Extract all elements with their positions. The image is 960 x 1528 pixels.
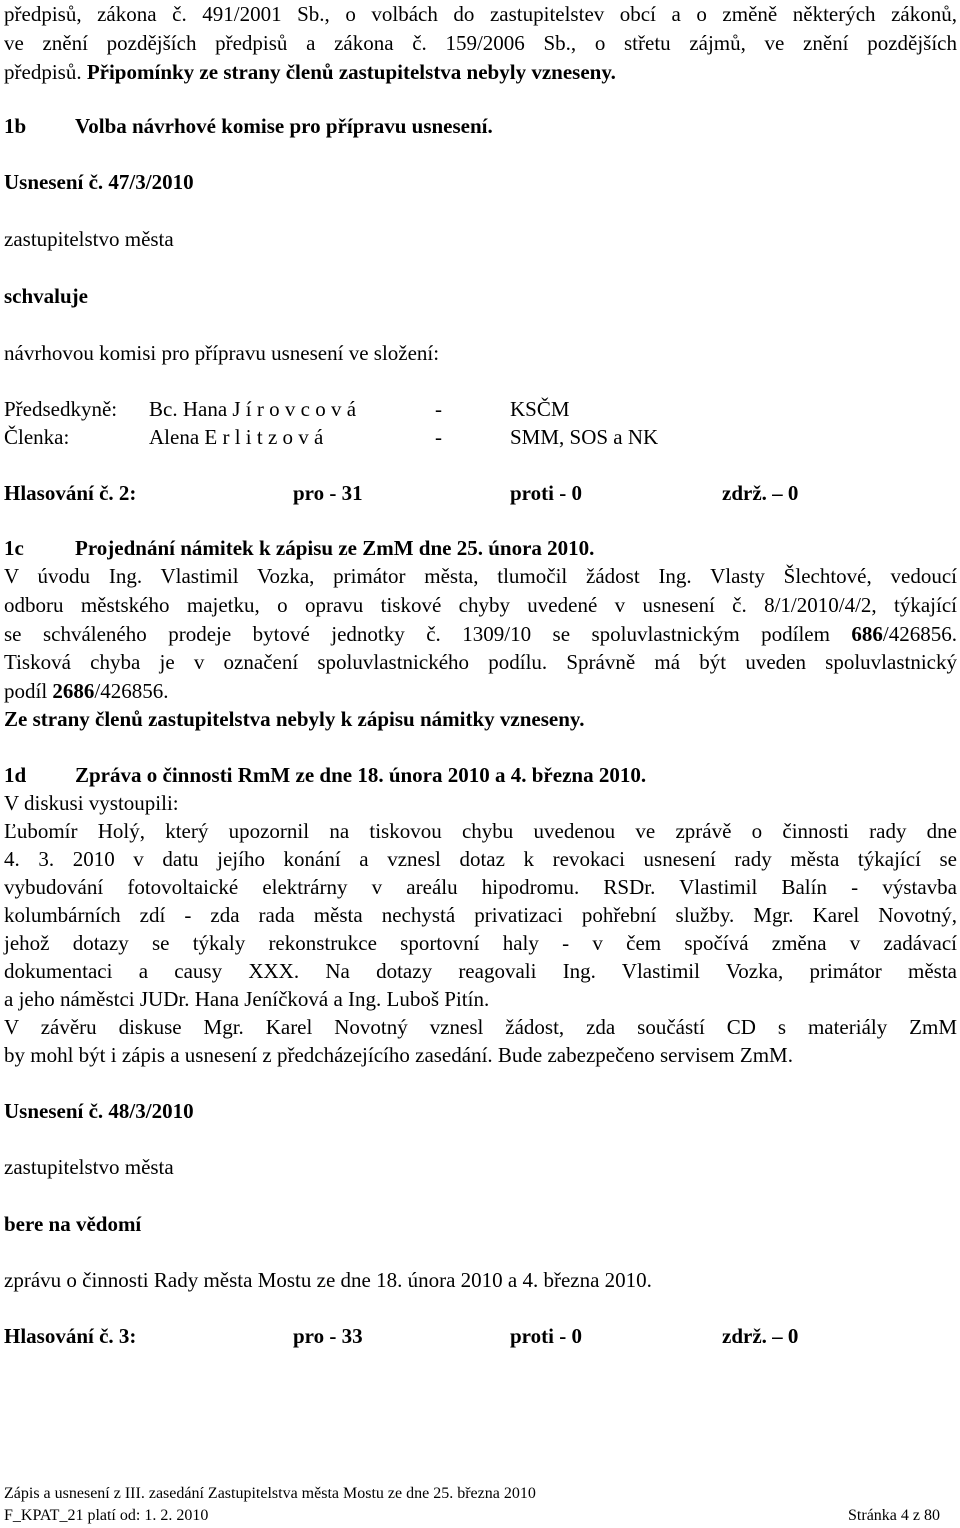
member-dash: - bbox=[435, 425, 442, 449]
discussion-line: 4. 3. 2010 v datu jejího konání a vznesl dotaz k revokaci usnesení rady města týkající se bbox=[4, 847, 957, 871]
member-role: Členka: bbox=[4, 425, 70, 449]
member-role: Předsedkyně: bbox=[4, 397, 118, 421]
resolution-47-heading: Usnesení č. 47/3/2010 bbox=[4, 170, 194, 194]
vote-3-label: Hlasování č. 3: bbox=[4, 1324, 137, 1348]
section-1c-text: podíl bbox=[4, 679, 53, 703]
discussion-intro: V diskusi vystoupili: bbox=[4, 791, 179, 815]
intro-line-3-text: předpisů. bbox=[4, 60, 87, 84]
resolution-48-body: zastupitelstvo města bbox=[4, 1155, 174, 1179]
discussion-line: a jeho náměstci JUDr. Hana Jeníčková a Ing. Luboš Pitín. bbox=[4, 987, 490, 1011]
discussion-line: V závěru diskuse Mgr. Karel Novotný vznesl žádost, zda součástí CD s materiály ZmM bbox=[4, 1015, 957, 1039]
vote-3-proti: proti - 0 bbox=[510, 1324, 582, 1348]
resolution-48-heading: Usnesení č. 48/3/2010 bbox=[4, 1099, 194, 1123]
discussion-line: jehož dotazy se týkaly rekonstrukce sportovní haly - v čem spočívá změna v zadávací bbox=[4, 931, 957, 955]
footer-page-number: Stránka 4 z 80 bbox=[848, 1507, 940, 1524]
member-party: SMM, SOS a NK bbox=[510, 425, 659, 449]
vote-2-proti: proti - 0 bbox=[510, 481, 582, 505]
section-1c-line: Tisková chyba je v označení spoluvlastnického podílu. Správně má být uveden spoluvlastnický bbox=[4, 650, 957, 674]
section-1d-title: Zpráva o činnosti RmM ze dne 18. února 2010 a 4. března 2010. bbox=[75, 763, 647, 787]
resolution-48-verb: bere na vědomí bbox=[4, 1212, 142, 1236]
share-old: 686 bbox=[851, 622, 883, 646]
vote-3-zdrz: zdrž. – 0 bbox=[722, 1324, 799, 1348]
member-party: KSČM bbox=[510, 397, 570, 421]
vote-3-pro: pro - 33 bbox=[293, 1324, 363, 1348]
resolution-48-text: zprávu o činnosti Rady města Mostu ze dne 18. února 2010 a 4. března 2010. bbox=[4, 1268, 652, 1292]
section-1b-title: Volba návrhové komise pro přípravu usnesení. bbox=[75, 114, 493, 138]
section-1c-line: odboru městského majetku, o opravu tiskové chyby uvedené v usnesení č. 8/1/2010/4/2, týkající bbox=[4, 593, 957, 617]
discussion-line: vybudování fotovoltaické elektrárny v areálu hipodromu. RSDr. Vlastimil Balín - výstavba bbox=[4, 875, 957, 899]
section-1c-text: se schváleného prodeje bytové jednotky č. 1309/10 se spoluvlastnickým podílem bbox=[4, 622, 852, 646]
vote-2-zdrz: zdrž. – 0 bbox=[722, 481, 799, 505]
intro-note: Připomínky ze strany členů zastupitelstva nebyly vzneseny. bbox=[86, 60, 616, 84]
vote-2-label: Hlasování č. 2: bbox=[4, 481, 137, 505]
intro-line-3 bbox=[4, 58, 616, 87]
footer-title: Zápis a usnesení z III. zasedání Zastupitelstva města Mostu ze dne 25. března 2010 bbox=[4, 1485, 536, 1502]
section-1c-number: 1c bbox=[4, 536, 24, 560]
intro-line-1: předpisů, zákona č. 491/2001 Sb., o volbách do zastupitelstev obcí a o změně některých zákonů, bbox=[4, 2, 957, 26]
section-1c-line: V úvodu Ing. Vlastimil Vozka, primátor města, tlumočil žádost Ing. Vlasty Šlechtové, vedoucí bbox=[4, 564, 957, 588]
discussion-line: Ľubomír Holý, který upozornil na tiskovou chybu uvedenou ve zprávě o činnosti rady dne bbox=[4, 819, 957, 843]
section-1c-line bbox=[4, 620, 957, 649]
resolution-47-text: návrhovou komisi pro přípravu usnesení ve složení: bbox=[4, 341, 440, 365]
resolution-47-verb: schvaluje bbox=[4, 284, 88, 308]
section-1c-note: Ze strany členů zastupitelstva nebyly k zápisu námitky vzneseny. bbox=[4, 707, 585, 731]
vote-2-pro: pro - 31 bbox=[293, 481, 363, 505]
member-name: Alena E r l i t z o v á bbox=[149, 425, 324, 449]
section-1c-line bbox=[4, 677, 169, 706]
share-denominator: /426856. bbox=[94, 679, 169, 703]
discussion-line: kolumbárních zdí - zda rada města nechystá privatizaci pohřební služby. Mgr. Karel Novotný, bbox=[4, 903, 957, 927]
share-denominator: /426856. bbox=[882, 622, 957, 646]
share-new: 2686 bbox=[52, 679, 95, 703]
resolution-47-body: zastupitelstvo města bbox=[4, 227, 174, 251]
discussion-line: by mohl být i zápis a usnesení z předcházejícího zasedání. Bude zabezpečeno servisem ZmM. bbox=[4, 1043, 793, 1067]
intro-line-2: ve znění pozdějších předpisů a zákona č. 159/2006 Sb., o střetu zájmů, ve znění pozdějších bbox=[4, 31, 957, 55]
section-1b-number: 1b bbox=[4, 114, 27, 138]
discussion-line: dokumentaci a causy XXX. Na dotazy reagovali Ing. Vlastimil Vozka, primátor města bbox=[4, 959, 957, 983]
member-dash: - bbox=[435, 397, 442, 421]
section-1c-title: Projednání námitek k zápisu ze ZmM dne 25. února 2010. bbox=[75, 536, 595, 560]
footer-form-id: F_KPAT_21 platí od: 1. 2. 2010 bbox=[4, 1507, 209, 1524]
section-1d-number: 1d bbox=[4, 763, 27, 787]
member-name: Bc. Hana J í r o v c o v á bbox=[149, 397, 357, 421]
